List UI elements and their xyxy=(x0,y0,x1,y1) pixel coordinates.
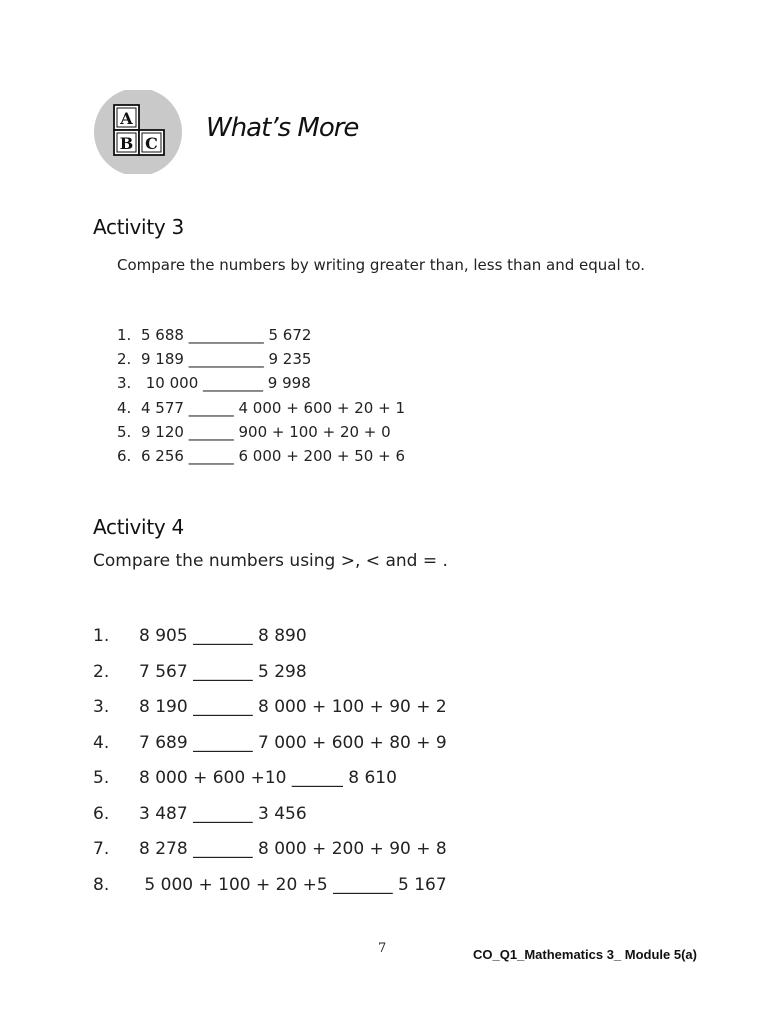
activity3-item-text: 10 000 ________ 9 998 xyxy=(141,374,311,393)
activity4-item xyxy=(93,690,447,726)
activity3-item xyxy=(117,371,405,395)
section-title: What’s More xyxy=(206,113,359,143)
page-number: 7 xyxy=(378,941,387,956)
activity3-item-text: 9 120 ______ 900 + 100 + 20 + 0 xyxy=(141,422,391,441)
activity3-item-number: 2. xyxy=(117,350,132,369)
activity4-item xyxy=(93,726,447,762)
activity4-item-text: 8 905 _______ 8 890 xyxy=(139,626,307,646)
activity3-item-text: 5 688 __________ 5 672 xyxy=(141,326,312,344)
activity3-item-text: 4 577 ______ 4 000 + 600 + 20 + 1 xyxy=(141,398,405,417)
activity4-list xyxy=(93,619,447,903)
activity4-item-text: 8 278 _______ 8 000 + 200 + 90 + 8 xyxy=(139,839,447,859)
activity4-item-number: 5. xyxy=(93,768,110,788)
activity4-item xyxy=(93,619,447,655)
activity4-item-text: 7 567 _______ 5 298 xyxy=(139,661,307,682)
activity4-item-text: 8 190 _______ 8 000 + 100 + 90 + 2 xyxy=(139,697,447,717)
activity4-item xyxy=(93,832,447,868)
abc-blocks-icon xyxy=(92,90,188,174)
icon-letter-c: C xyxy=(145,134,158,153)
activity4-item-number: 3. xyxy=(93,697,110,717)
activity4-item-number: 8. xyxy=(93,874,110,895)
activity3-item-number: 5. xyxy=(117,422,132,441)
activity4-title: Activity 4 xyxy=(93,515,184,539)
activity3-item-number: 3. xyxy=(117,374,132,393)
activity4-item-number: 4. xyxy=(93,732,110,753)
module-code: CO_Q1_Mathematics 3_ Module 5(a) xyxy=(473,947,697,962)
activity4-item xyxy=(93,868,447,904)
icon-letter-b: B xyxy=(119,134,134,153)
activity4-item xyxy=(93,797,447,833)
activity4-item xyxy=(93,761,447,797)
activity3-instruction: Compare the numbers by writing greater than, less than and equal to. xyxy=(117,256,645,274)
activity3-title: Activity 3 xyxy=(93,215,184,239)
activity4-item xyxy=(93,655,447,691)
activity3-item xyxy=(117,396,405,420)
activity4-instruction: Compare the numbers using >, < and = . xyxy=(93,551,448,571)
activity3-item-number: 6. xyxy=(117,446,132,465)
activity4-item-number: 2. xyxy=(93,661,110,682)
activity4-item-text: 7 689 _______ 7 000 + 600 + 80 + 9 xyxy=(139,732,447,753)
activity3-item xyxy=(117,444,405,468)
activity3-list xyxy=(117,323,405,468)
activity3-item-number: 4. xyxy=(117,398,132,417)
activity4-item-number: 1. xyxy=(93,626,110,646)
icon-letter-a: A xyxy=(120,109,133,128)
activity3-item xyxy=(117,420,405,444)
activity4-item-number: 7. xyxy=(93,839,110,859)
activity3-item-text: 9 189 __________ 9 235 xyxy=(141,350,312,369)
activity4-item-number: 6. xyxy=(93,803,110,824)
activity3-item xyxy=(117,347,405,371)
activity4-item-text: 5 000 + 100 + 20 +5 _______ 5 167 xyxy=(139,874,447,895)
activity4-item-text: 3 487 _______ 3 456 xyxy=(139,803,307,824)
activity3-item-number: 1. xyxy=(117,326,132,344)
activity3-item xyxy=(117,323,405,347)
activity3-item-text: 6 256 ______ 6 000 + 200 + 50 + 6 xyxy=(141,446,405,465)
activity4-item-text: 8 000 + 600 +10 ______ 8 610 xyxy=(139,768,397,788)
